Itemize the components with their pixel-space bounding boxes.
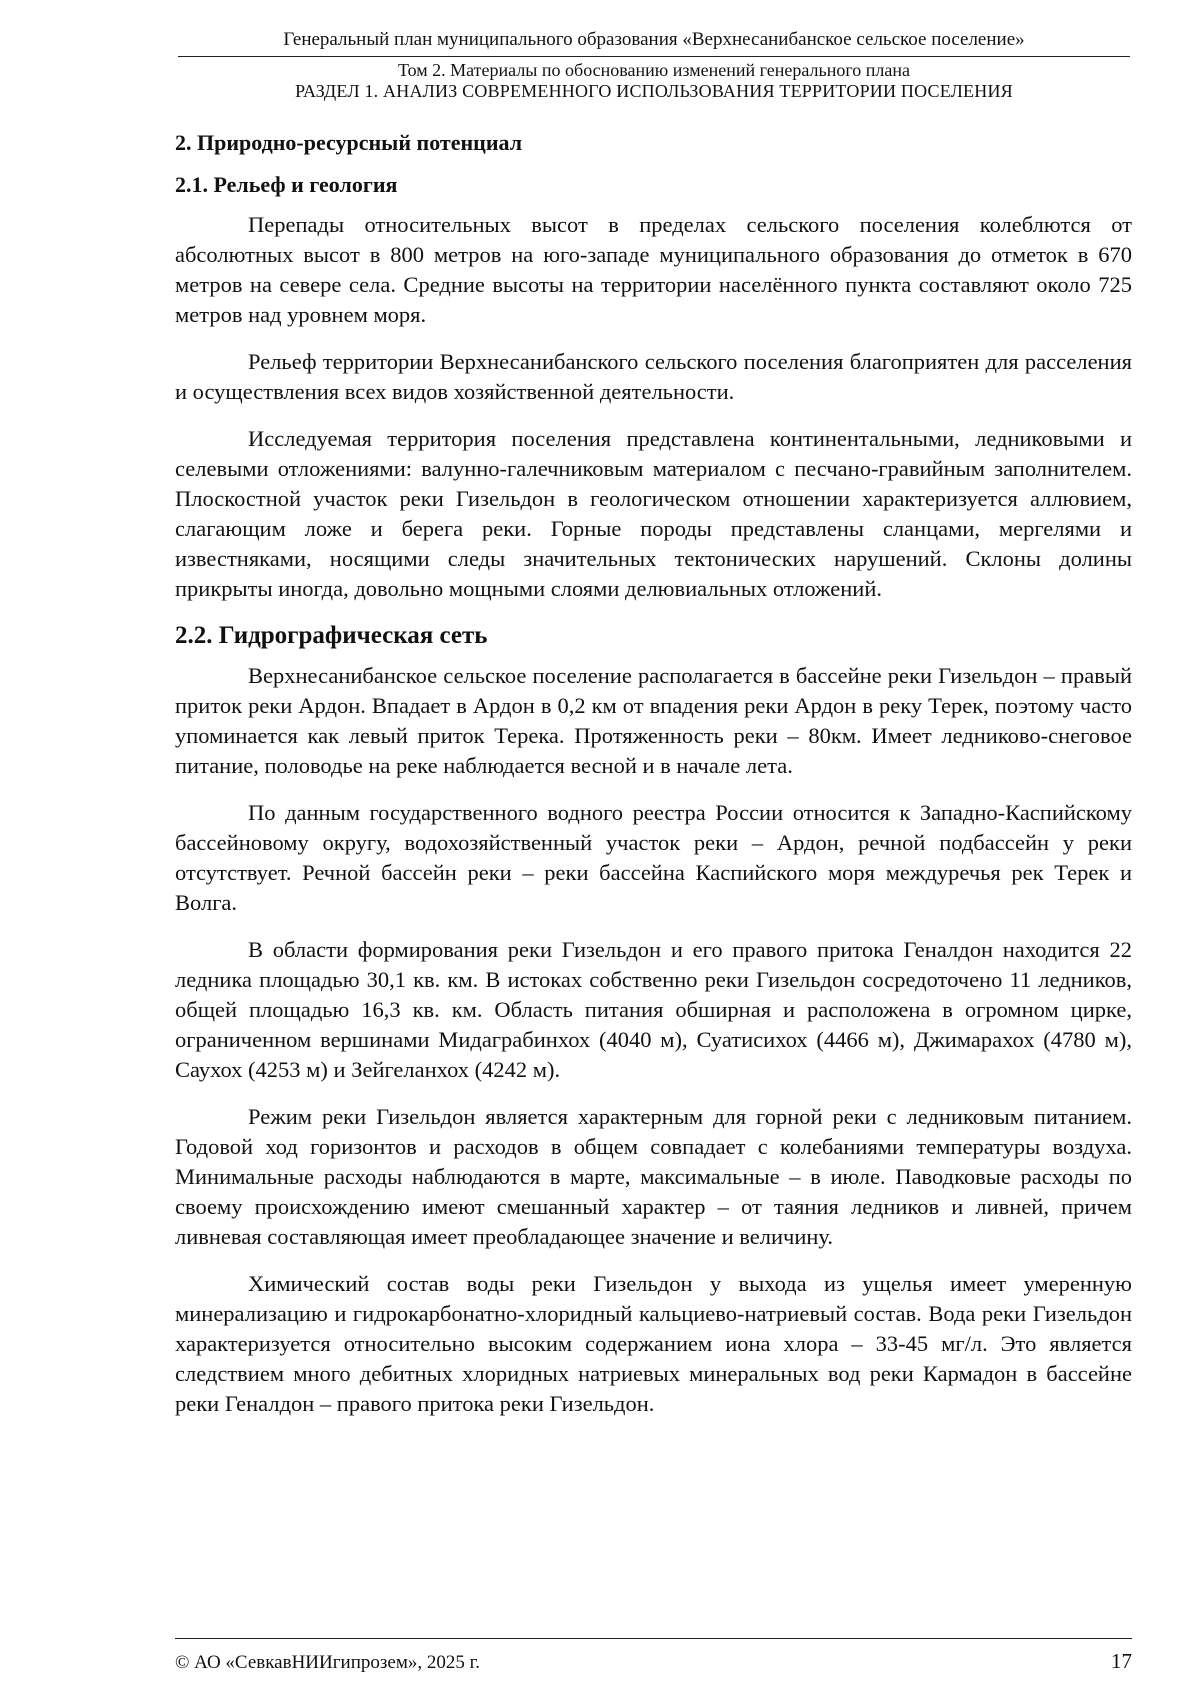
paragraph: По данным государственного водного реестра России относится к Западно-Каспийскому бассейновому округу, водохозяйственный участок реки – Ардон, речной подбассейн у реки отсутствует. Речной бассейн реки – реки бассейна Каспийского моря междуречья рек Терек и Волга. [175,800,1132,915]
paragraph: Рельеф территории Верхнесанибанского сельского поселения благоприятен для расселения и осуществления всех видов хозяйственной деятельности. [175,349,1132,404]
header-section-title: РАЗДЕЛ 1. АНАЛИЗ СОВРЕМЕННОГО ИСПОЛЬЗОВАНИЯ ТЕРРИТОРИИ ПОСЕЛЕНИЯ [295,81,1013,101]
header-document-title: Генеральный план муниципального образования «Верхнесанибанское сельское поселение» [178,28,1130,57]
paragraph: В области формирования реки Гизельдон и его правого притока Геналдон находится 22 ледника площадью 30,1 кв. км. В истоках собственно реки Гизельдон сосредоточено 11 ледников, общей площадью 16,3 кв. км. Область питания обширная и расположена в огромном цирке, ограниченном вершинами Мидаграбинхох (4040 м), Суатисихох (4466 м), Джимарахох (4780 м), Саухох (4253 м) и Зейгеланхох (4242 м). [175,937,1132,1082]
paragraph: Исследуемая территория поселения представлена континентальными, ледниковыми и селевыми отложениями: валунно-галечниковым материалом с песчано-гравийным заполнителем. Плоскостной участок реки Гизельдон в геологическом отношении характеризуется аллювием, слагающим ложе и берега реки. Горные породы представлены сланцами, мергелями и известняками, носящими следы значительных тектонических нарушений. Склоны долины прикрыты иногда, довольно мощными слоями делювиальных отложений. [175,426,1132,601]
paragraph: Режим реки Гизельдон является характерным для горной реки с ледниковым питанием. Годовой ход горизонтов и расходов в общем совпадает с колебаниями температуры воздуха. Минимальные расходы наблюдаются в марте, максимальные – в июле. Паводковые расходы по своему происхождению имеют смешанный характер – от таяния ледников и ливней, причем ливневая составляющая имеет преобладающее значение и величину. [175,1104,1132,1249]
page-number: 17 [1111,1649,1132,1673]
header-volume-title: Том 2. Материалы по обоснованию изменений генерального плана [397,60,911,80]
section-heading: 2. Природно-ресурсный потенциал [175,130,523,155]
paragraph: Химический состав воды реки Гизельдон у выхода из ущелья имеет умеренную минерализацию и гидрокарбонатно-хлоридный кальциево-натриевый состав. Вода реки Гизельдон характеризуется относительно высоким содержанием иона хлора – 33-45 мг/л. Это является следствием много дебитных хлоридных натриевых минеральных вод реки Кармадон в бассейне реки Геналдон – правого притока реки Гизельдон. [175,1271,1132,1416]
running-header [178,28,1130,102]
subsection-heading-hydrography: 2.2. Гидрографическая сеть [175,622,488,649]
page-body [175,128,1132,1436]
subsection-heading-relief: 2.1. Рельеф и геология [175,172,398,197]
footer-copyright: © АО «СевкавНИИгипрозем», 2025 г. [175,1652,480,1673]
running-footer [175,1638,1132,1674]
paragraph: Перепады относительных высот в пределах сельского поселения колеблются от абсолютных высот в 800 метров на юго-западе муниципального образования до отметок в 670 метров на севере села. Средние высоты на территории населённого пункта составляют около 725 метров над уровнем моря. [175,212,1132,327]
paragraph: Верхнесанибанское сельское поселение располагается в бассейне реки Гизельдон – правый приток реки Ардон. Впадает в Ардон в 0,2 км от впадения реки Ардон в реку Терек, поэтому часто упоминается как левый приток Терека. Протяженность реки – 80км. Имеет ледниково-снеговое питание, половодье на реке наблюдается весной и в начале лета. [175,663,1132,778]
